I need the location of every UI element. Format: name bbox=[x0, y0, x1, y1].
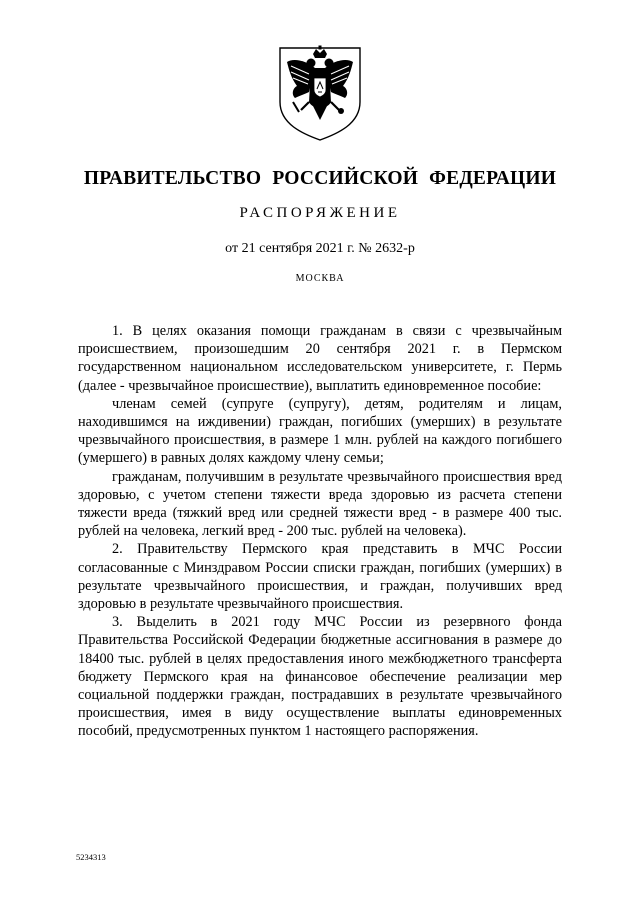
government-title: ПРАВИТЕЛЬСТВО РОССИЙСКОЙ ФЕДЕРАЦИИ bbox=[83, 168, 557, 189]
document-city: МОСКВА bbox=[295, 273, 345, 284]
coat-of-arms-icon bbox=[275, 44, 365, 142]
paragraph-1-families: членам семей (супруге (супругу), детям, родителям и лицам, находившимся на иждивении) граждан, погибших (умерших) в результате чрезвычайного происшествия, в размере 1 млн. рублей на каждого погибшего (умершего) в равных долях каждому члену семьи; bbox=[78, 395, 562, 467]
document-body bbox=[78, 322, 562, 741]
document-type: РАСПОРЯЖЕНИЕ bbox=[239, 205, 401, 221]
paragraph-3: 3. Выделить в 2021 году МЧС России из резервного фонда Правительства Российской Федерации бюджетные ассигнования в размере до 18400 тыс. рублей в целях предоставления иного межбюджетного трансферта бюджету Пермского края на финансовое обеспечение реализации мер социальной поддержки граждан, пострадавших в результате чрезвычайного происшествия, имея в виду осуществление выплаты единовременных пособий, предусмотренных пунктом 1 настоящего распоряжения. bbox=[78, 614, 562, 740]
paragraph-2: 2. Правительству Пермского края представить в МЧС России согласованные с Минздравом России списки граждан, погибших (умерших) в результате чрезвычайного происшествия, и граждан, получивших вред здоровью в результате чрезвычайного происшествия. bbox=[78, 541, 562, 613]
footer-document-number: 5234313 bbox=[76, 852, 106, 862]
document-date-number: от 21 сентября 2021 г. № 2632-р bbox=[225, 241, 415, 256]
paragraph-1: 1. В целях оказания помощи гражданам в связи с чрезвычайным происшествием, произошедшим 20 сентября 2021 г. в Пермском государственном национальном исследовательском университете, г. Пермь (далее - чрезвычайное происшествие), выплатить единовременное пособие: bbox=[78, 323, 562, 394]
paragraph-1-injured: гражданам, получившим в результате чрезвычайного происшествия вред здоровью, с учетом степени тяжести вреда здоровью из расчета степени тяжести вреда (тяжкий вред или средней тяжести вред - в размере 400 тыс. рублей на человека, легкий вред - 200 тыс. рублей на человека). bbox=[78, 468, 562, 540]
